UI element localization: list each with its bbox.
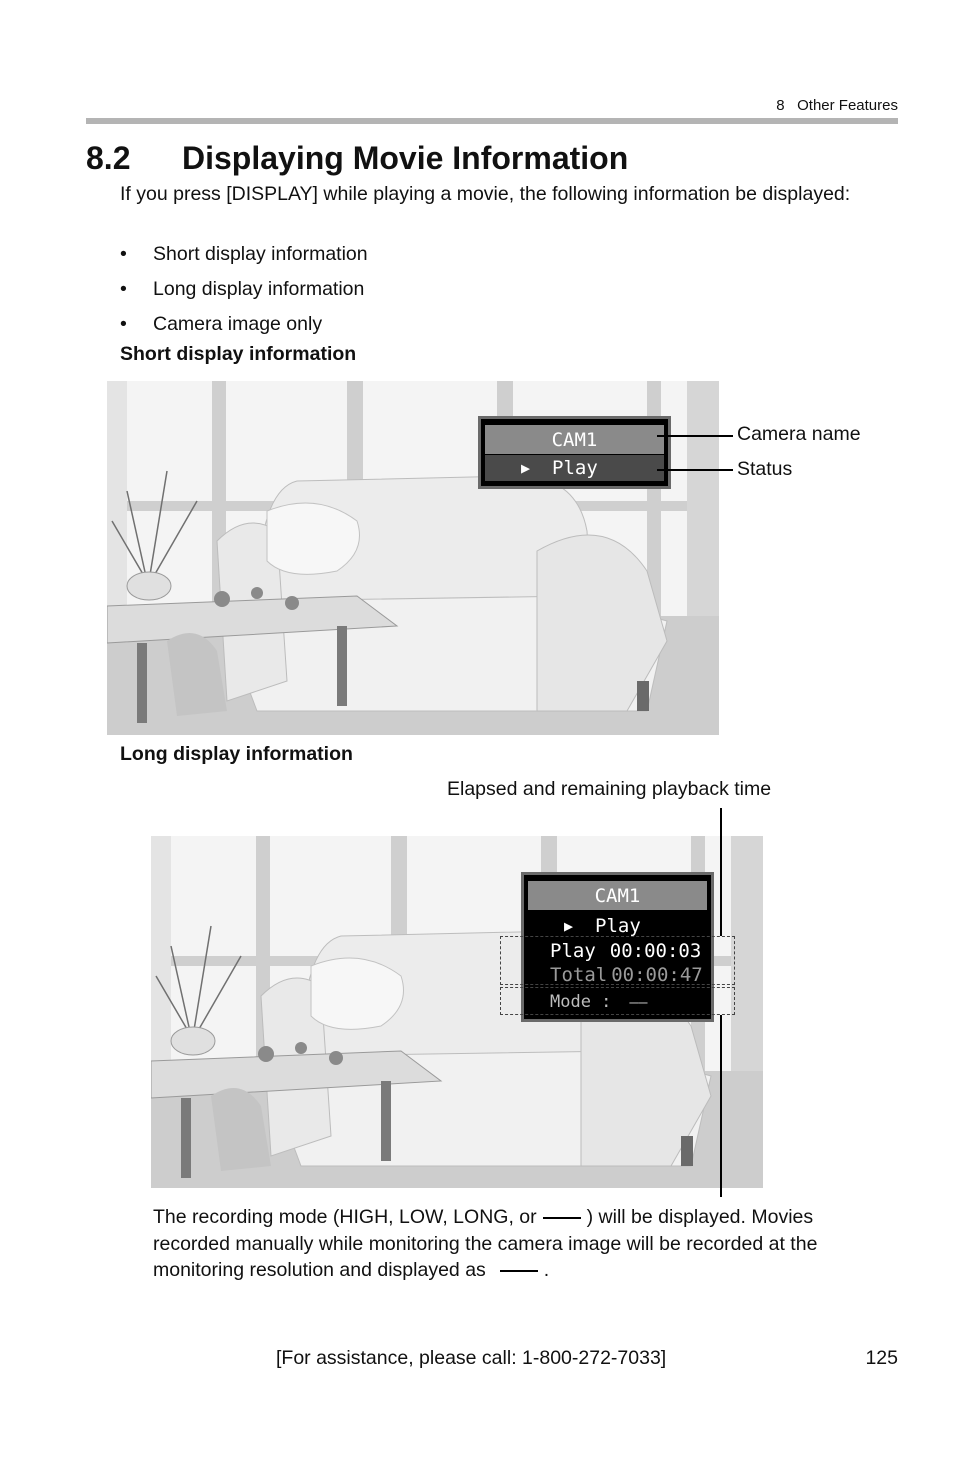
time-highlight-box	[500, 936, 735, 985]
camera-name-callout: Camera name	[737, 423, 861, 445]
header-rule	[86, 118, 898, 124]
status-leader	[657, 469, 733, 471]
osd-status-text: Play	[595, 915, 641, 937]
osd-camera-name: CAM1	[485, 425, 664, 454]
display-mode-list	[120, 242, 368, 347]
time-leader-line	[720, 808, 722, 936]
play-icon: ▶	[564, 917, 574, 935]
osd-elapsed-label: Play	[550, 940, 596, 962]
note-text: ) will be displayed. Movies recorded manually while monitoring the camera image will be recorded at the monitoring resolution and displayed as	[153, 1206, 818, 1281]
camera-name-leader	[657, 435, 733, 437]
list-item: • Long display information	[120, 277, 368, 312]
chapter-number: 8	[776, 97, 785, 114]
recording-mode-note	[153, 1204, 843, 1284]
page-number: 125	[865, 1347, 898, 1369]
short-osd-panel	[478, 416, 671, 489]
mode-leader-line	[720, 1015, 722, 1197]
section-number: 8.2	[86, 140, 131, 176]
status-callout: Status	[737, 458, 793, 480]
osd-camera-name: CAM1	[528, 881, 707, 910]
short-display-heading: Short display information	[120, 343, 357, 365]
mode-highlight-box	[500, 987, 735, 1015]
assistance-footer: [For assistance, please call: 1-800-272-7033]	[276, 1347, 667, 1369]
intro-paragraph: If you press [DISPLAY] while playing a movie, the following information be displayed:	[120, 183, 851, 205]
running-header	[776, 97, 898, 114]
list-item: • Camera image only	[120, 312, 368, 347]
osd-status-row	[485, 455, 664, 481]
playback-time-callout: Elapsed and remaining playback time	[447, 778, 772, 800]
note-text: .	[543, 1259, 550, 1281]
osd-elapsed-time: 00:00:03	[609, 940, 702, 962]
blank-mark	[543, 1217, 581, 1219]
play-icon: ▶	[521, 459, 531, 477]
long-display-heading: Long display information	[120, 743, 353, 765]
chapter-title: Other Features	[797, 97, 898, 114]
blank-mark	[500, 1270, 538, 1272]
list-item: • Short display information	[120, 242, 368, 277]
note-text: The recording mode (HIGH, LOW, LONG, or	[153, 1206, 537, 1228]
osd-total-label: Total	[550, 964, 608, 986]
osd-total-time: 00:00:47	[611, 964, 703, 986]
section-title	[86, 140, 628, 177]
osd-status-text: Play	[552, 457, 598, 479]
osd-mode-value: ——	[629, 993, 648, 1011]
osd-mode-label: Mode :	[550, 992, 612, 1012]
section-heading: Displaying Movie Information	[182, 140, 629, 176]
